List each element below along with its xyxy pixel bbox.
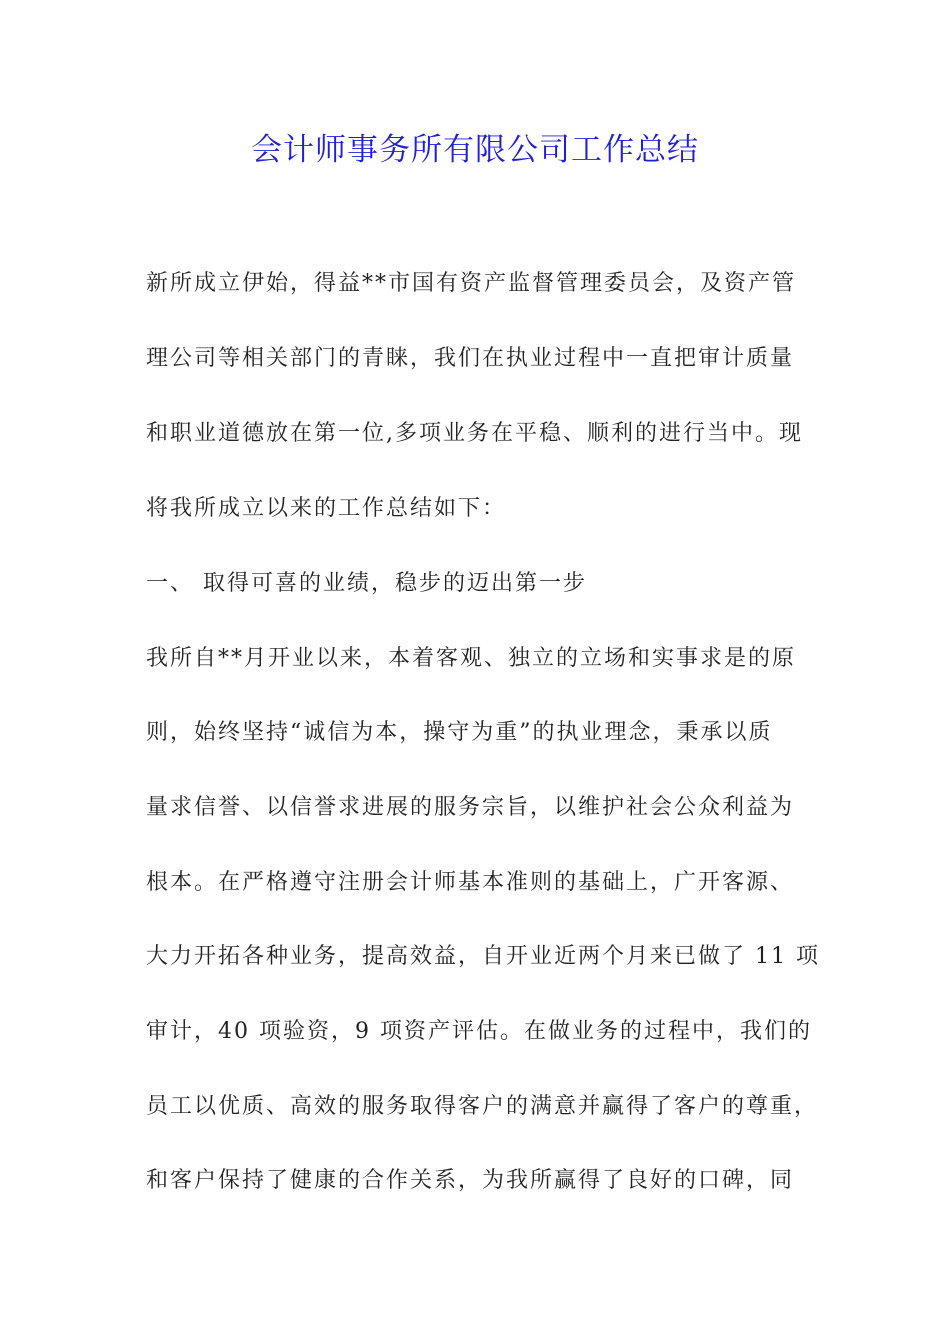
paragraph-line: 将我所成立以来的工作总结如下： [146,496,507,521]
paragraph-line: 员工以优质、高效的服务取得客户的满意并赢得了客户的尊重， [146,1094,819,1119]
paragraph-line: 理公司等相关部门的青睐，我们在执业过程中一直把审计质量 [146,346,795,371]
paragraph-line: 大力开拓各种业务，提高效益，自开业近两个月来已做了 11 项 [146,944,820,969]
paragraph-line: 审计，40 项验资，9 项资产评估。在做业务的过程中，我们的 [146,1019,812,1044]
paragraph-line: 则，始终坚持“诚信为本，操守为重”的执业理念，秉承以质 [146,720,773,745]
paragraph-line: 和职业道德放在第一位,多项业务在平稳、顺利的进行当中。现 [146,421,803,446]
section-heading: 一、 取得可喜的业绩，稳步的迈出第一步 [146,571,587,596]
paragraph-line: 根本。在严格遵守注册会计师基本准则的基础上，广开客源、 [146,870,795,895]
document-title: 会计师事务所有限公司工作总结 [251,132,699,168]
paragraph-line: 和客户保持了健康的合作关系，为我所赢得了良好的口碑，同 [146,1168,795,1193]
paragraph-line: 我所自**月开业以来，本着客观、独立的立场和实事求是的原 [146,646,797,671]
paragraph-line: 新所成立伊始，得益**市国有资产监督管理委员会，及资产管 [146,271,797,296]
paragraph-line: 量求信誉、以信誉求进展的服务宗旨，以维护社会公众利益为 [146,795,795,820]
